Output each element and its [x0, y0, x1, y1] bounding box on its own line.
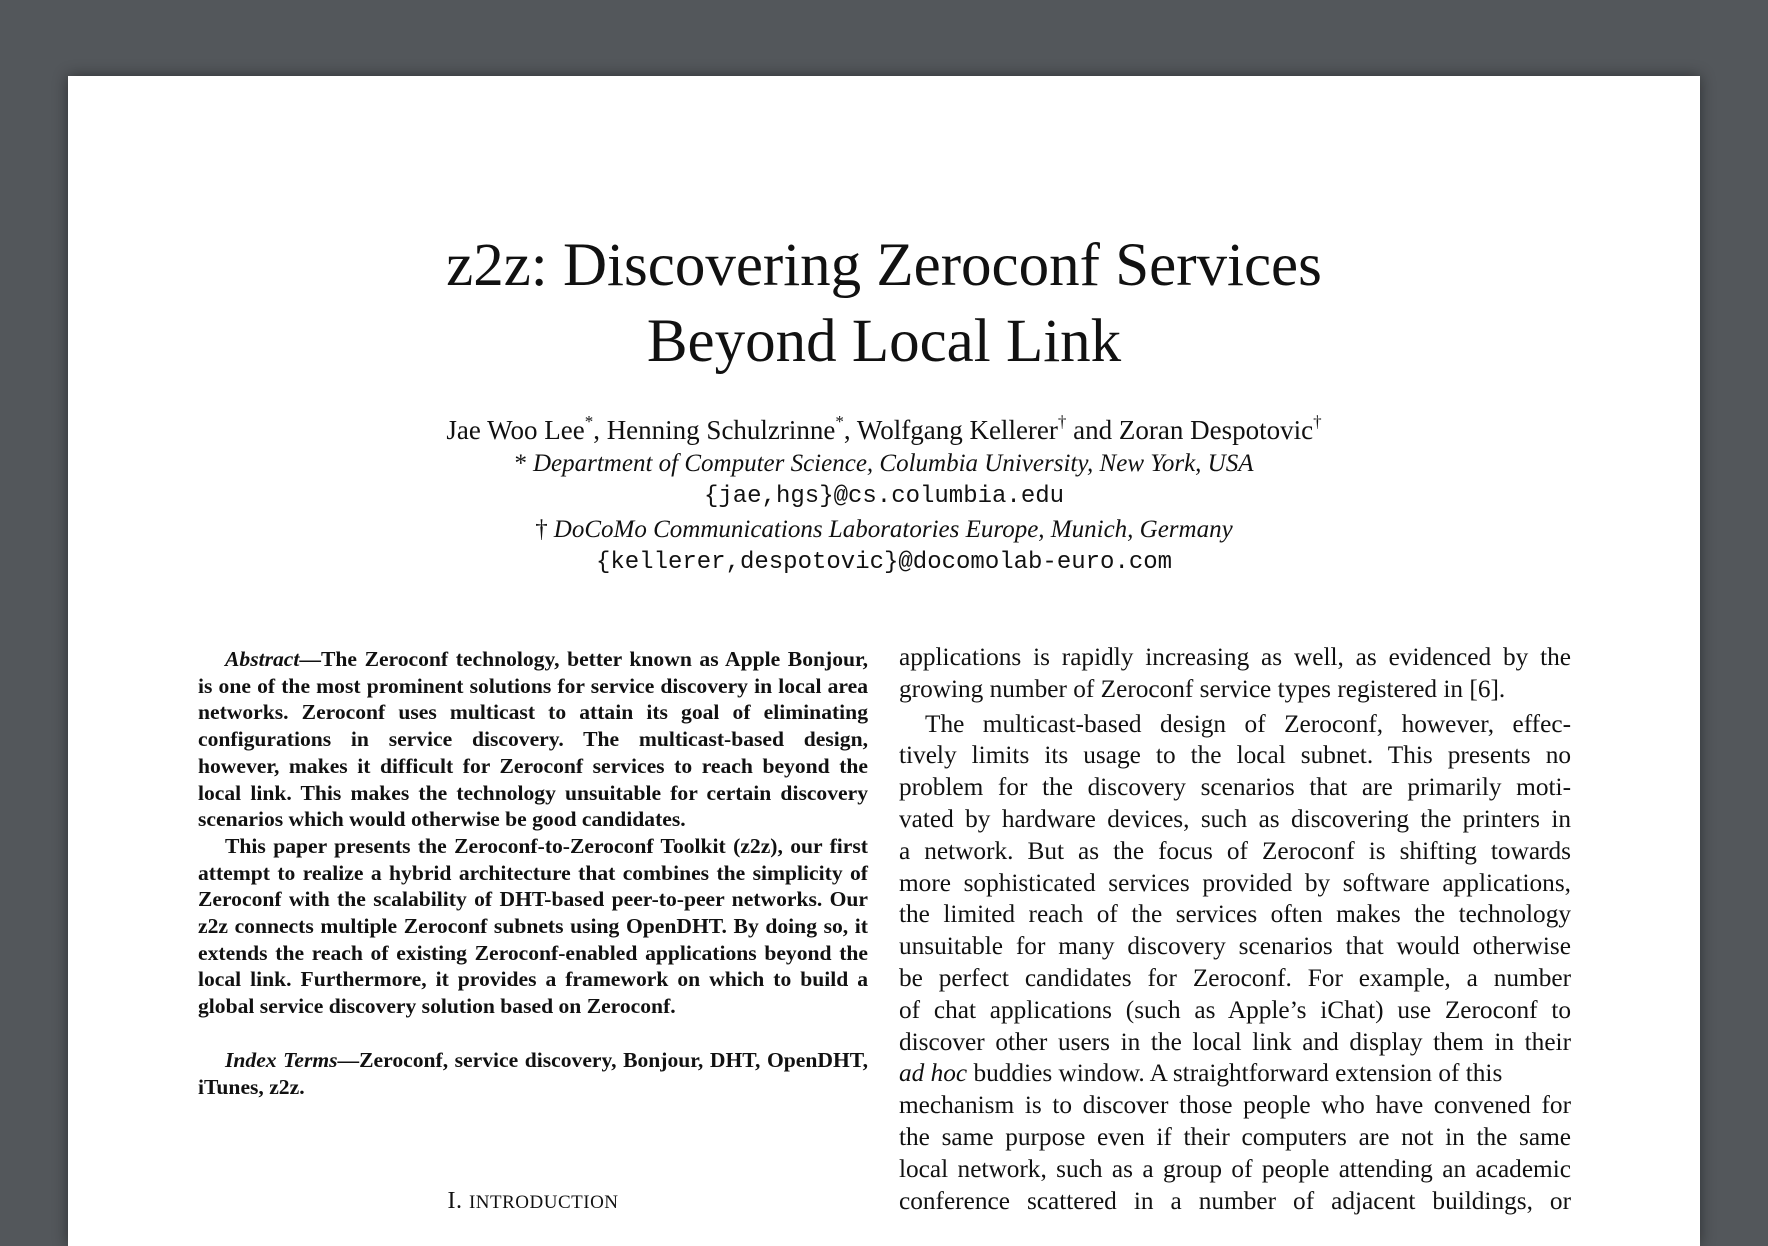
author-mark: † [1313, 412, 1322, 431]
body-line: applications is rapidly increasing as well, as evidenced by the [899, 643, 1571, 671]
body-line: the same purpose even if their computers are not in the same [899, 1122, 1571, 1151]
affiliation-text: DoCoMo Communications Laboratories Europe, Munich, Germany [553, 516, 1233, 543]
body-line: tively limits its usage to the local subnet. This presents no [899, 741, 1571, 770]
author-block [68, 414, 1700, 579]
index-terms [198, 1047, 868, 1100]
abstract-paragraph [198, 646, 868, 833]
section-number: I. [447, 1188, 463, 1214]
affiliation-1 [68, 447, 1700, 480]
paper-page [68, 76, 1700, 1246]
index-terms-label: Index Terms [225, 1047, 338, 1072]
abstract-column [198, 646, 868, 1100]
body-line: be perfect candidates for Zeroconf. For example, a number [899, 963, 1571, 992]
affiliation-2 [68, 513, 1700, 546]
body-line: growing number of Zeroconf service types registered in [6]. [899, 674, 1506, 703]
body-line: The multicast-based design of Zeroconf, however, effec- [925, 709, 1571, 738]
author-name: Henning Schulzrinne [606, 415, 836, 445]
body-line: unsuitable for many discovery scenarios that would otherwise [899, 932, 1571, 961]
body-line: a network. But as the focus of Zeroconf is shifting towards [899, 836, 1571, 865]
author-mark: † [1057, 412, 1067, 431]
emphasis: ad hoc [899, 1059, 968, 1088]
author-name: Wolfgang Kellerer [856, 415, 1058, 445]
author-mark: * [835, 412, 844, 431]
body-line-rest: buddies window. A straightforward extension of this [967, 1059, 1503, 1088]
section-title: INTRODUCTION [468, 1192, 619, 1213]
section-heading [198, 1188, 868, 1215]
body-column [899, 642, 1571, 1217]
body-line: mechanism is to discover those people who have convened for [899, 1091, 1571, 1120]
author-conjunction: and [1073, 415, 1113, 445]
paper-title [68, 228, 1700, 380]
body-line: the limited reach of the services often makes the technology [899, 900, 1571, 929]
body-line [899, 1058, 1571, 1090]
affiliation-mark: † [535, 516, 548, 543]
title-line-1: z2z: Discovering Zeroconf Services [446, 232, 1322, 299]
affiliation-mark: * [514, 450, 527, 477]
body-line: more sophisticated services provided by software applications, [899, 868, 1571, 897]
author-name: Zoran Despotovic [1118, 415, 1314, 445]
body-line: conference scattered in a number of adjacent buildings, or [899, 1186, 1571, 1215]
author-mark: * [584, 412, 594, 431]
body-line: vated by hardware devices, such as discovering the printers in [899, 804, 1571, 833]
body-line: discover other users in the local link and display them in their [899, 1027, 1571, 1056]
body-line: local network, such as a group of people attending an academic [899, 1154, 1571, 1183]
author-list: Jae Woo Lee*, Henning Schulzrinne*, Wolfgang Kellerer† and Zoran Despotovic† [446, 412, 1322, 445]
abstract-paragraph: This paper presents the Zeroconf-to-Zeroconf Toolkit (z2z), our first attempt to realize a hybrid architecture that combines the simplicity of Zeroconf with the scalability of DHT-based peer-to-peer networks. Our z2z connects multiple Zeroconf subnets using OpenDHT. By doing so, it extends the reach of existing Zeroconf-enabled applications beyond the local link. Furthermore, it provides a framework on which to build a global service discovery solution based on Zeroconf. [198, 833, 868, 1019]
author-name: Jae Woo Lee [446, 415, 585, 445]
affiliation-email: {kellerer,despotovic}@docomolab-euro.com [595, 549, 1173, 576]
abstract-text: —The Zeroconf technology, better known as Apple Bonjour, is one of the most prominent solutions for service discovery in local area networks. Zeroconf uses multicast to attain its goal of eliminating configurations in service discovery. The multicast-based design, however, makes it difficult for Zeroconf services to reach beyond the local link. This makes the technology unsuitable for certain discovery scenarios which would otherwise be good candidates. [198, 647, 868, 832]
abstract-label: Abstract [225, 647, 300, 671]
affiliation-email: {jae,hgs}@cs.columbia.edu [703, 483, 1065, 510]
body-line: of chat applications (such as Apple’s iChat) use Zeroconf to [899, 995, 1571, 1024]
title-line-2: Beyond Local Link [646, 308, 1122, 375]
index-terms-text: —Zeroconf, service discovery, Bonjour, DHT, OpenDHT, iTunes, z2z. [198, 1047, 868, 1099]
body-line: problem for the discovery scenarios that are primarily moti- [899, 773, 1571, 802]
affiliation-text: Department of Computer Science, Columbia University, New York, USA [532, 450, 1254, 477]
